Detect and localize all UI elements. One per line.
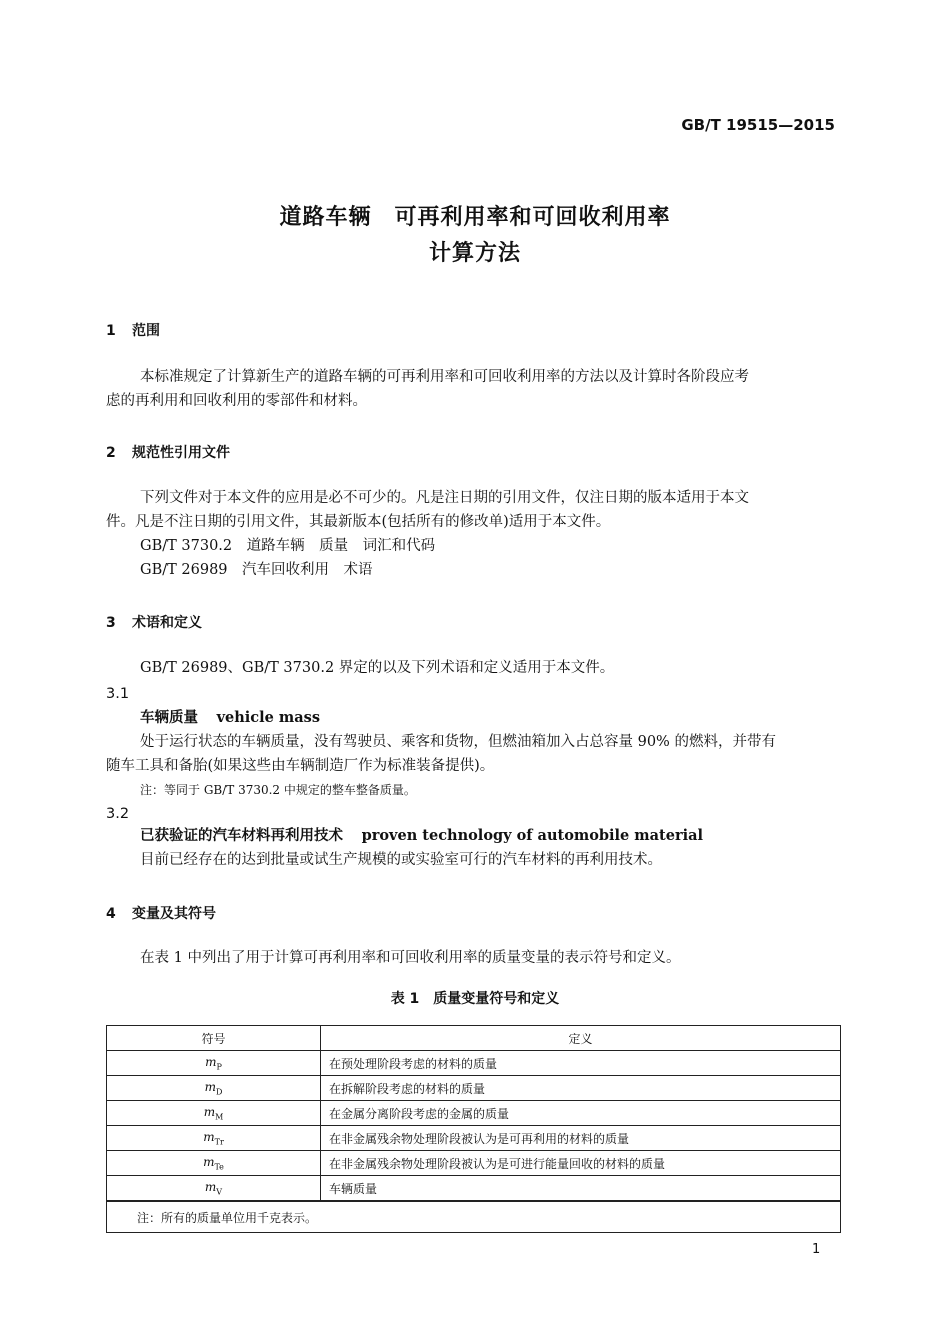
term-heading xyxy=(140,706,320,730)
term-en: proven technology of automobile material xyxy=(361,827,704,844)
table-row xyxy=(107,1176,841,1202)
symbol-cell: $m_D$ xyxy=(107,1076,321,1101)
section-2-heading xyxy=(106,442,230,462)
term-definition-line2: 随车工具和备胎(如果这些由车辆制造厂作为标准装备提供)。 xyxy=(106,758,495,774)
term-number: 3.2 xyxy=(106,806,130,822)
section-title: 范围 xyxy=(132,323,160,339)
section-title: 变量及其符号 xyxy=(132,906,216,922)
definition-cell: 车辆质量 xyxy=(321,1176,841,1202)
term-number: 3.1 xyxy=(106,686,130,702)
reference-item: GB/T 3730.2 道路车辆 质量 词汇和代码 xyxy=(140,538,436,554)
term-definition-line1: 目前已经存在的达到批量或试生产规模的或实验室可行的汽车材料的再利用技术。 xyxy=(140,852,662,868)
table-row xyxy=(107,1076,841,1101)
reference-item: GB/T 26989 汽车回收利用 术语 xyxy=(140,562,373,578)
section-1-para-line2: 虑的再利用和回收利用的零部件和材料。 xyxy=(106,393,367,409)
header-symbol: 符号 xyxy=(107,1026,321,1051)
table-row xyxy=(107,1126,841,1151)
section-number: 4 xyxy=(106,906,116,922)
definition-cell: 在非金属残余物处理阶段被认为是可再利用的材料的质量 xyxy=(321,1126,841,1151)
term-heading xyxy=(140,824,703,848)
symbol-table xyxy=(106,1025,841,1233)
symbol-cell: $m_{Tr}$ xyxy=(107,1126,321,1151)
section-2-para-line2: 件。凡是不注日期的引用文件，其最新版本(包括所有的修改单)适用于本文件。 xyxy=(106,514,611,530)
document-title-line2: 计算方法 xyxy=(428,241,521,266)
section-title: 术语和定义 xyxy=(132,615,202,631)
table-caption: 表 1 质量变量符号和定义 xyxy=(390,991,560,1007)
section-number: 2 xyxy=(106,445,116,461)
section-number: 3 xyxy=(106,615,116,631)
section-1-para-line1: 本标准规定了计算新生产的道路车辆的可再利用率和可回收利用率的方法以及计算时各阶段应考 xyxy=(140,369,749,385)
definition-cell: 在金属分离阶段考虑的金属的质量 xyxy=(321,1101,841,1126)
table-header-row xyxy=(107,1026,841,1051)
table-note-row xyxy=(107,1201,841,1233)
section-1-heading xyxy=(106,320,160,340)
term-en: vehicle mass xyxy=(216,709,320,726)
document-title-line1: 道路车辆 可再利用率和可回收利用率 xyxy=(279,205,671,230)
section-4-heading xyxy=(106,903,216,923)
symbol-cell: $m_M$ xyxy=(107,1101,321,1126)
section-number: 1 xyxy=(106,323,116,339)
table-row xyxy=(107,1101,841,1126)
table-row xyxy=(107,1051,841,1076)
symbol-cell: $m_V$ xyxy=(107,1176,321,1202)
header-definition: 定义 xyxy=(321,1026,841,1051)
section-4-para: 在表 1 中列出了用于计算可再利用率和可回收利用率的质量变量的表示符号和定义。 xyxy=(140,950,681,966)
section-2-para-line1: 下列文件对于本文件的应用是必不可少的。凡是注日期的引用文件，仅注日期的版本适用于本文 xyxy=(140,490,749,506)
definition-cell: 在拆解阶段考虑的材料的质量 xyxy=(321,1076,841,1101)
page-number: 1 xyxy=(812,1242,821,1257)
table-note: 注：所有的质量单位用千克表示。 xyxy=(107,1201,841,1233)
section-3-intro: GB/T 26989、GB/T 3730.2 界定的以及下列术语和定义适用于本文件。 xyxy=(140,660,615,676)
standard-code: GB/T 19515—2015 xyxy=(681,116,835,134)
definition-cell: 在非金属残余物处理阶段被认为是可进行能量回收的材料的质量 xyxy=(321,1151,841,1176)
term-definition-line1: 处于运行状态的车辆质量，没有驾驶员、乘客和货物，但燃油箱加入占总容量 90% 的燃料，并带有 xyxy=(140,734,776,750)
section-title: 规范性引用文件 xyxy=(132,445,230,461)
definition-cell: 在预处理阶段考虑的材料的质量 xyxy=(321,1051,841,1076)
term-cn: 车辆质量 xyxy=(140,709,198,726)
symbol-cell: $m_{Te}$ xyxy=(107,1151,321,1176)
symbol-cell: $m_P$ xyxy=(107,1051,321,1076)
table-row xyxy=(107,1151,841,1176)
term-cn: 已获验证的汽车材料再利用技术 xyxy=(140,827,343,844)
section-3-heading xyxy=(106,612,202,632)
term-note: 注：等同于 GB/T 3730.2 中规定的整车整备质量。 xyxy=(140,783,416,797)
